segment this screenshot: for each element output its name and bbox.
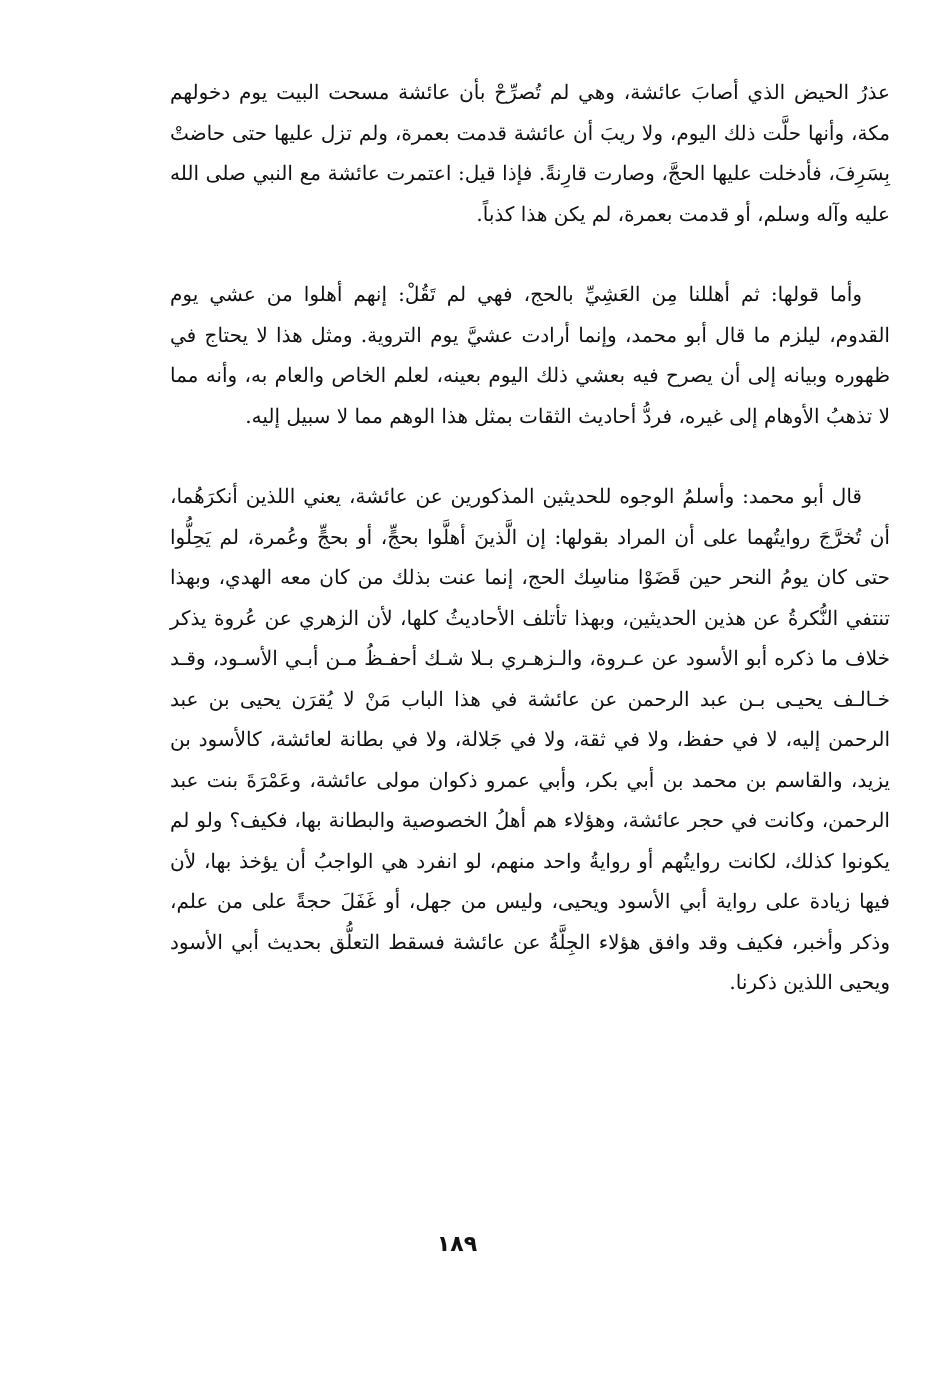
page-number: ١٨٩: [436, 1232, 478, 1257]
page-body: [170, 72, 890, 1003]
paragraph-1: عذرُ الحيض الذي أصابَ عائشة، وهي لم تُصرِّحْ بأن عائشة مسحت البيت يوم دخولهم مكة، وأنها حلَّت ذلك اليوم، ولا ريبَ أن عائشة قدمت بعمرة، ولم تزل عليها حتى حاضتْ بِسَرِفَ، فأدخلت عليها الحجَّ، وصارت قارِنةً. فإذا قيل: اعتمرت عائشة مع النبي صلى الله عليه وآله وسلم، أو قدمت بعمرة، لم يكن هذا كذباً.: [170, 80, 890, 226]
paragraph-3: قال أبو محمد: وأسلمُ الوجوه للحديثين المذكورين عن عائشة، يعني اللذين أنكرَهُما، أن تُخرَّجَ روايتُهما على أن المراد بقولها: إن الَّذينَ أهلَّوا بحجٍّ، أو بحجٍّ وعُمرة، لم يَحِلُّوا حتى كان يومُ النحر حين قَضَوْا مناسِك الحج، إنما عنت بذلك من كان معه الهدي، وبهذا تنتفي النُّكرةُ عن هذين الحديثين، وبهذا تأتلف الأحاديثُ كلها، لأن الزهري عن عُروة يذكر خلاف ما ذكره أبو الأسود عن عـروة، والـزهـري بـلا شـك أحفـظُ مـن أبـي الأسـود، وقـد خـالـف يحيـى بـن عبد الرحمن عن عائشة في هذا الباب مَنْ لا يُقرَن يحيى بن عبد الرحمن إليه، لا في حفظ، ولا في ثقة، ولا في جَلالة، ولا في بطانة لعائشة، كالأسود بن يزيد، والقاسم بن محمد بن أبي بكر، وأبي عمرو ذكوان مولى عائشة، وعَمْرَةَ بنت عبد الرحمن، وكانت في حجر عائشة، وهؤلاء هم أهلُ الخصوصية والبطانة بها، فكيف؟ ولو لم يكونوا كذلك، لكانت روايتُهم أو روايةُ واحد منهم، لو انفرد هي الواجبُ أن يؤخذ بها، لأن فيها زيادة على رواية أبي الأسود ويحيى، وليس من جهل، أو غَفَلَ حجةً على من علم، وذكر وأخبر، فكيف وقد وافق هؤلاء الجِلَّةُ عن عائشة فسقط التعلُّق بحديث أبي الأسود ويحيى اللذين ذكرنا.: [170, 484, 890, 994]
paragraph-2: وأما قولها: ثم أهللنا مِن العَشِيِّ بالحج، فهي لم تَقُلْ: إنهم أهلوا من عشي يوم القدوم، ليلزم ما قال أبو محمد، وإنما أرادت عشيَّ يوم التروية. ومثل هذا لا يحتاج في ظهوره وبيانه إلى أن يصرح فيه بعشي ذلك اليوم بعينه، لعلم الخاص والعام به، وأنه مما لا تذهبُ الأوهام إلى غيره، فردُّ أحاديث الثقات بمثل هذا الوهم مما لا سبيل إليه.: [170, 282, 890, 428]
